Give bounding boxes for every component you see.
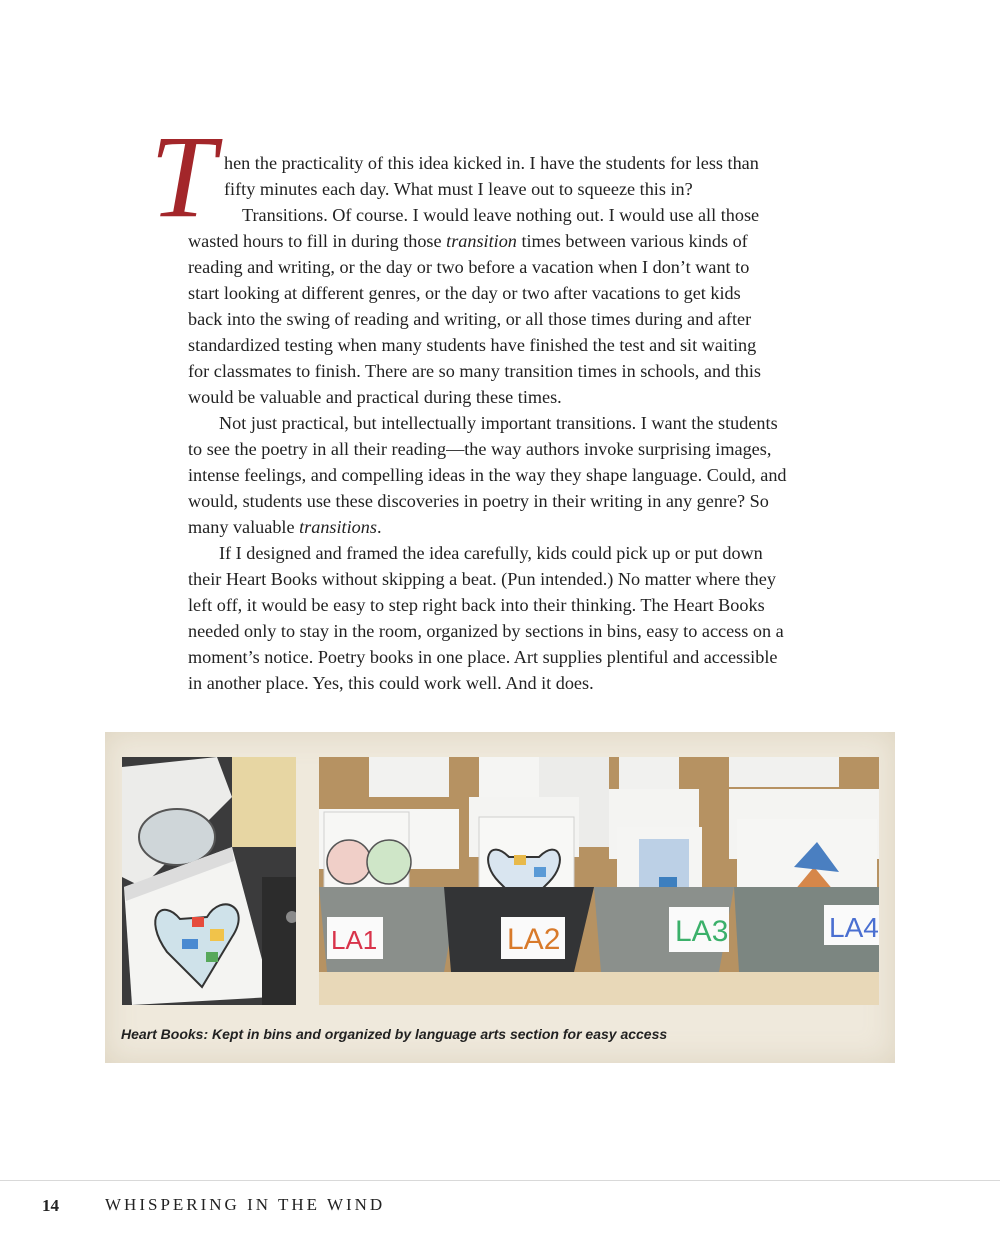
text-line: wasted hours to fill in during those transition times between various kinds of xyxy=(188,231,748,251)
bin-label: LA4 xyxy=(829,912,879,943)
figure-caption: Heart Books: Kept in bins and organized by language arts section for easy access xyxy=(121,1026,668,1042)
running-head: WHISPERING IN THE WIND xyxy=(105,1195,386,1214)
footer-divider xyxy=(0,1180,1000,1181)
text-line: fifty minutes each day. What must I leave out to squeeze this in? xyxy=(224,179,693,199)
bin-label: LA2 xyxy=(507,923,561,956)
bin-label: LA3 xyxy=(675,915,729,948)
figure-panel xyxy=(105,732,895,1063)
text-line: left off, it would be easy to step right back into their thinking. The Heart Books xyxy=(188,595,765,615)
text-line: to see the poetry in all their reading—the way authors invoke surprising images, xyxy=(188,439,772,459)
text-line: start looking at different genres, or the day or two after vacations to get kids xyxy=(188,283,741,303)
drop-cap: T xyxy=(150,111,216,242)
text-line: hen the practicality of this idea kicked in. I have the students for less than xyxy=(224,153,759,173)
text-line: Not just practical, but intellectually important transitions. I want the students xyxy=(219,413,778,433)
body-text xyxy=(188,150,828,696)
text-line: intense feelings, and compelling ideas in the way they shape language. Could, and xyxy=(188,465,787,485)
text-line: their Heart Books without skipping a beat. (Pun intended.) No matter where they xyxy=(188,569,776,589)
page-number: 14 xyxy=(42,1196,59,1215)
text-line: If I designed and framed the idea carefully, kids could pick up or put down xyxy=(219,543,763,563)
text-line: in another place. Yes, this could work well. And it does. xyxy=(188,673,594,693)
text-line: needed only to stay in the room, organized by sections in bins, easy to access on a xyxy=(188,621,784,641)
text-line: reading and writing, or the day or two before a vacation when I don’t want to xyxy=(188,257,750,277)
text-line: moment’s notice. Poetry books in one place. Art supplies plentiful and accessible xyxy=(188,647,778,667)
text-line: for classmates to finish. There are so many transition times in schools, and this xyxy=(188,361,761,381)
text-line: many valuable transitions. xyxy=(188,517,382,537)
text-line: would be valuable and practical during these times. xyxy=(188,387,562,407)
text-line: standardized testing when many students have finished the test and sit waiting xyxy=(188,335,757,355)
bin-label: LA1 xyxy=(331,925,378,955)
text-line: would, students use these discoveries in poetry in their writing in any genre? So xyxy=(188,491,769,511)
heart-book-closeup-photo xyxy=(122,757,296,1005)
bins-photo xyxy=(319,757,879,1005)
text-line: back into the swing of reading and writing, or all those times during and after xyxy=(188,309,752,329)
text-line: Transitions. Of course. I would leave nothing out. I would use all those xyxy=(242,205,760,225)
